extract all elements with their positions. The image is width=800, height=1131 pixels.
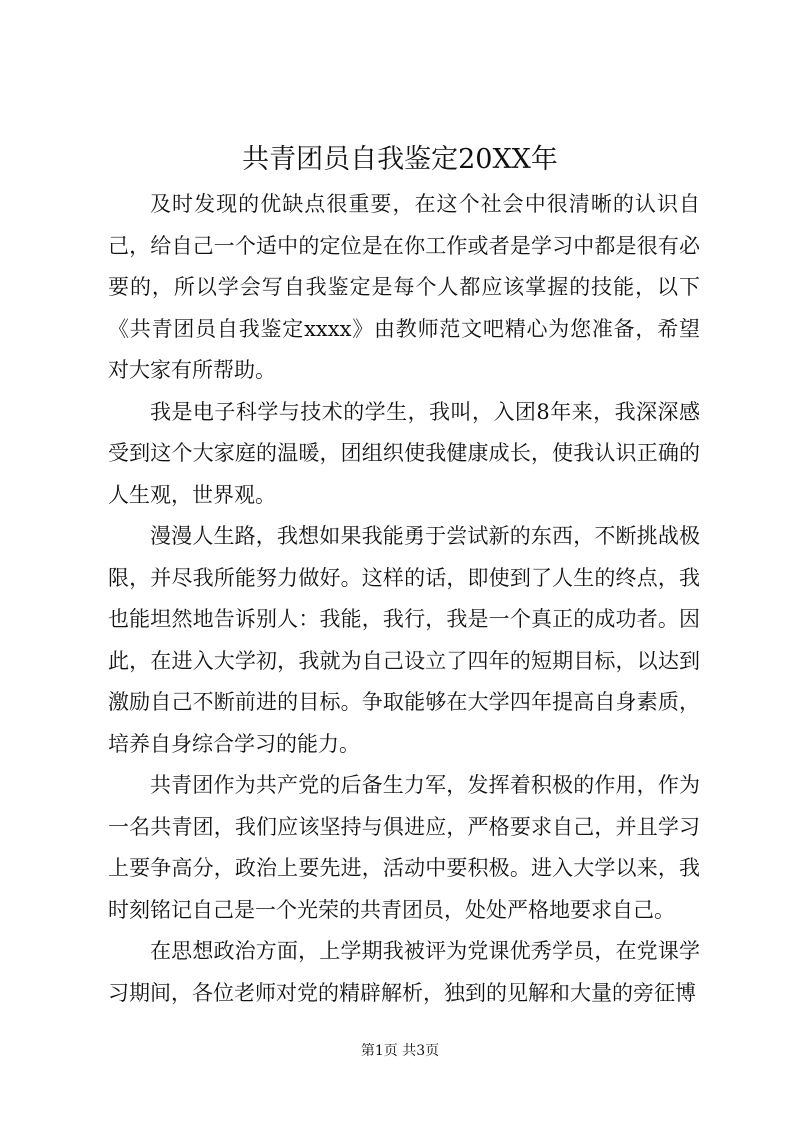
paragraph-goals: 漫漫人生路，我想如果我能勇于尝试新的东西，不断挑战极限，并尽我所能努力做好。这样的话，即使到了人生的终点，我也能坦然地告诉别人：我能，我行，我是一个真正的成功者。因此，在进入大学初，我就为自己设立了四年的短期目标，以达到激励自己不断前进的目标。争取能够在大学四年提高自身素质，培养自身综合学习的能力。	[108, 524, 700, 756]
paragraph-league-role: 共青团作为共产党的后备生力军，发挥着积极的作用，作为一名共青团，我们应该坚持与俱进应，严格要求自己，并且学习上要争高分，政治上要先进，活动中要积极。进入大学以来，我时刻铭记自己是一个光荣的共青团员，处处严格地要求自己。	[108, 773, 700, 922]
paragraph-intro: 及时发现的优缺点很重要，在这个社会中很清晰的认识自己，给自己一个适中的定位是在你工作或者是学习中都是很有必要的，所以学会写自我鉴定是每个人都应该掌握的技能，以下《共青团员自我鉴定xxxx》由教师范文吧精心为您准备，希望对大家有所帮助。	[108, 192, 700, 382]
document-body	[108, 184, 700, 1014]
paragraph-politics: 在思想政治方面，上学期我被评为党课优秀学员，在党课学习期间，各位老师对党的精辟解析，独到的见解和大量的旁征博	[108, 939, 700, 1005]
document-title: 共青团员自我鉴定20XX年	[242, 144, 558, 175]
paragraph-identity: 我是电子科学与技术的学生，我叫，入团8年来，我深深感受到这个大家庭的温暖，团组织使我健康成长，使我认识正确的人生观，世界观。	[108, 399, 700, 507]
page-footer: 第1页 共3页	[360, 1043, 440, 1059]
